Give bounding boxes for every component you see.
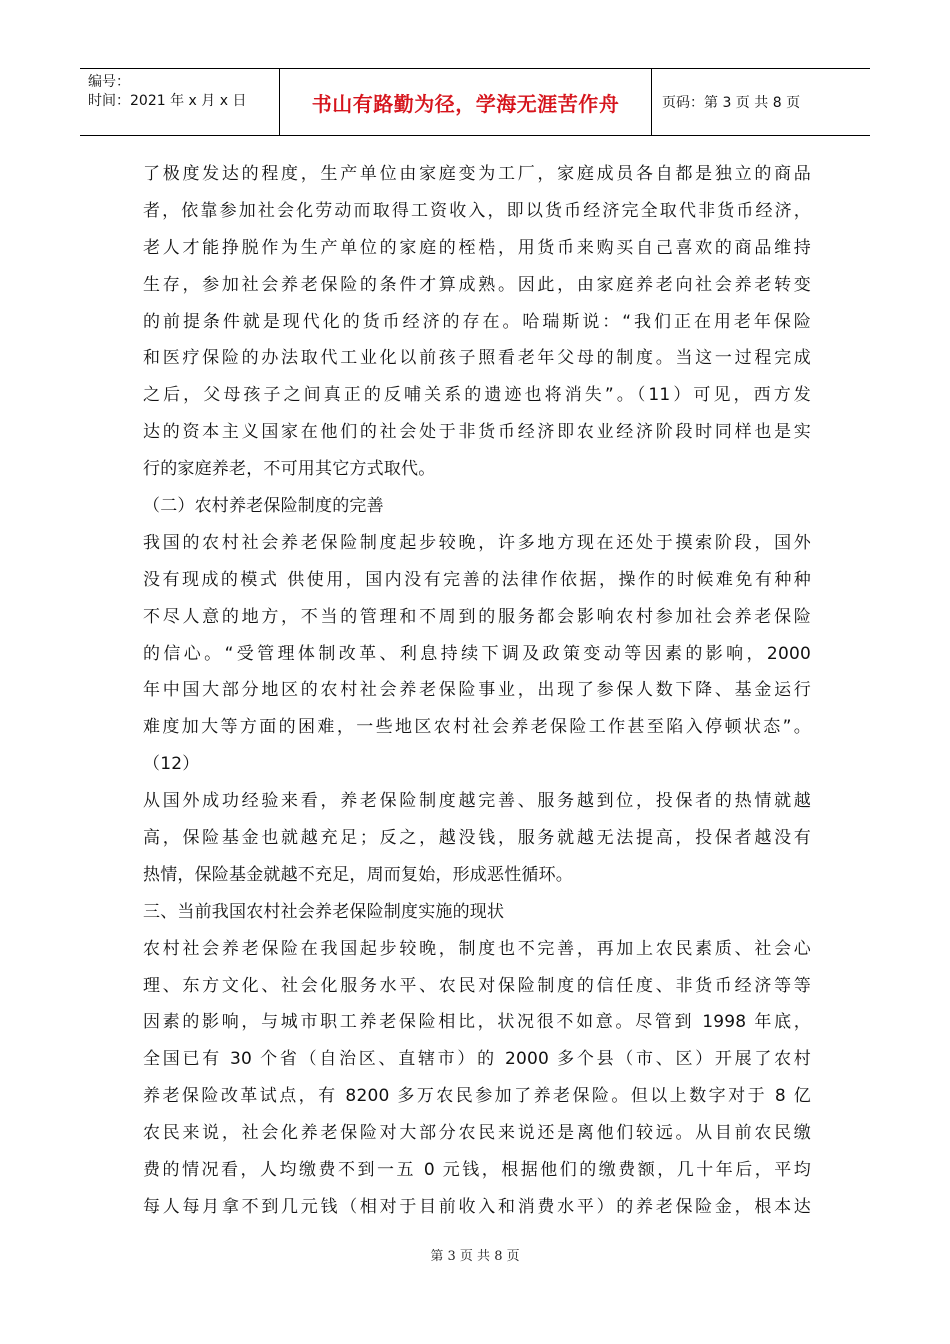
text-line: 每人每月拿不到几元钱（相对于目前收入和消费水平）的养老保险金，根本达	[143, 1196, 811, 1217]
text-line: 的前提条件就是现代化的货币经济的存在。哈瑞斯说：“我们正在用老年保险	[143, 311, 811, 332]
text-line: （二）农村养老保险制度的完善	[143, 496, 384, 517]
text-line: 的信心。“受管理体制改革、利息持续下调及政策变动等因素的影响，2000	[143, 643, 811, 664]
page-footer: 第 3 页 共 8 页	[430, 1249, 520, 1264]
text-line: 了极度发达的程度，生产单位由家庭变为工厂，家庭成员各自都是独立的商品	[143, 164, 811, 184]
text-line: 老人才能挣脱作为生产单位的家庭的桎梏，用货币来购买自己喜欢的商品维持	[143, 237, 811, 258]
text-line: 高，保险基金也就越充足；反之，越没钱，服务就越无法提高，投保者越没有	[143, 828, 811, 849]
text-line: 者，依靠参加社会化劳动而取得工资收入，即以货币经济完全取代非货币经济，	[143, 200, 811, 221]
text-line: 不尽人意的地方，不当的管理和不周到的服务都会影响农村参加社会养老保险	[143, 606, 811, 627]
text-line: （12）	[143, 754, 200, 775]
text-line: 生存，参加社会养老保险的条件才算成熟。因此，由家庭养老向社会养老转变	[143, 274, 811, 295]
text-line: 难度加大等方面的困难，一些地区农村社会养老保险工作甚至陷入停顿状态”。	[143, 717, 811, 738]
text-line: 农民来说，社会化养老保险对大部分农民来说还是离他们较远。从目前农民缴	[143, 1123, 811, 1144]
text-line: 我国的农村社会养老保险制度起步较晚，许多地方现在还处于摸索阶段，国外	[143, 532, 811, 553]
doc-time-label: 时间：2021 年 x 月 x 日	[88, 93, 247, 109]
header-motto: 书山有路勤为径，学海无涯苦作舟	[280, 69, 652, 135]
header-page-info: 页码：第 3 页 共 8 页	[662, 95, 801, 111]
body-text	[143, 156, 811, 1226]
text-line: 养老保险改革试点，有 8200 多万农民参加了养老保险。但以上数字对于 8 亿	[143, 1086, 811, 1107]
doc-number-label: 编号：	[88, 74, 130, 90]
text-line: 达的资本主义国家在他们的社会处于非货币经济即农业经济阶段时同样也是实	[143, 422, 811, 443]
text-line: 农村社会养老保险在我国起步较晚，制度也不完善，再加上农民素质、社会心	[143, 938, 811, 959]
header-left-cell	[80, 69, 280, 135]
text-line: 理、东方文化、社会化服务水平、农民对保险制度的信任度、非货币经济等等	[143, 975, 811, 996]
text-line: 和医疗保险的办法取代工业化以前孩子照看老年父母的制度。当这一过程完成	[143, 348, 811, 369]
text-line: 热情，保险基金就越不充足，周而复始，形成恶性循环。	[143, 864, 573, 885]
text-line: 行的家庭养老，不可用其它方式取代。	[143, 459, 436, 480]
text-line: 因素的影响，与城市职工养老保险相比，状况很不如意。尽管到 1998 年底，	[143, 1012, 811, 1033]
text-line: 费的情况看，人均缴费不到一五 0 元钱，根据他们的缴费额，几十年后，平均	[143, 1160, 811, 1181]
text-line: 之后，父母孩子之间真正的反哺关系的遗迹也将消失”。（11）可见，西方发	[143, 385, 811, 406]
page-header-table	[80, 68, 870, 136]
text-line: 没有现成的模式 供使用，国内没有完善的法律作依据，操作的时候难免有种种	[143, 569, 811, 590]
text-line: 全国已有 30 个省（自治区、直辖市）的 2000 多个县（市、区）开展了农村	[143, 1049, 811, 1070]
text-line: 年中国大部分地区的农村社会养老保险事业，出现了参保人数下降、基金运行	[143, 680, 811, 701]
text-line: 三、当前我国农村社会养老保险制度实施的现状	[143, 901, 505, 922]
text-line: 从国外成功经验来看，养老保险制度越完善、服务越到位，投保者的热情就越	[143, 791, 811, 812]
